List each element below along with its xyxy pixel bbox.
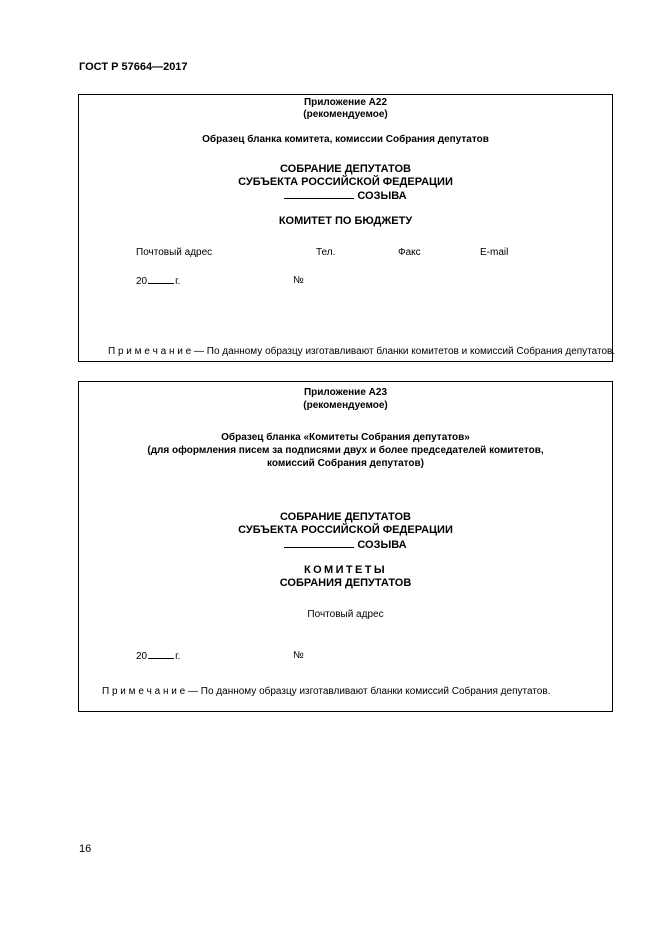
note-label: П р и м е ч а н и е: [102, 686, 186, 697]
appendix-a23-caption-line1: Образец бланка «Комитеты Собрания депутатов»: [221, 432, 470, 443]
date-prefix: 20: [136, 651, 148, 662]
year-blank: [148, 650, 174, 659]
document-header: ГОСТ Р 57664—2017: [79, 61, 188, 73]
page-number: 16: [79, 843, 92, 855]
appendix-a23-caption-line2: (для оформления писем за подписями двух и более председателей комитетов,: [147, 445, 544, 456]
appendix-a22-status: (рекомендуемое): [303, 109, 388, 120]
appendix-a23-status: (рекомендуемое): [303, 400, 388, 411]
note-label: П р и м е ч а н и е: [108, 346, 192, 357]
appendix-a22-date: [136, 275, 180, 287]
appendix-a23-caption-line3: комиссий Собрания депутатов): [266, 458, 424, 469]
appendix-a23-title: Приложение А23: [303, 387, 388, 398]
date-prefix: 20: [136, 276, 148, 287]
convocation-blank: [284, 189, 354, 199]
appendix-a22-fax: Факс: [398, 247, 421, 258]
appendix-a22-title: Приложение А22: [303, 97, 388, 108]
year-blank: [148, 275, 174, 284]
appendix-a22-caption: Образец бланка комитета, комиссии Собрания депутатов: [202, 134, 489, 145]
appendix-a22-org-line1: СОБРАНИЕ ДЕПУТАТОВ: [280, 163, 411, 175]
appendix-a23-note: [102, 686, 550, 697]
appendix-a23-postal-address: Почтовый адрес: [307, 609, 384, 620]
appendix-a23-org-line2: СУБЪЕКТА РОССИЙСКОЙ ФЕДЕРАЦИИ: [238, 524, 453, 536]
appendix-a22-postal-address: Почтовый адрес: [136, 247, 213, 258]
appendix-a23-assembly: СОБРАНИЯ ДЕПУТАТОВ: [279, 577, 412, 589]
appendix-a23-convocation: СОЗЫВА: [357, 539, 407, 551]
appendix-a23-committees: КОМИТЕТЫ: [303, 564, 388, 576]
appendix-a22-phone: Тел.: [316, 247, 336, 258]
appendix-a23-convocation-line: [79, 538, 612, 552]
appendix-a22-note: [108, 346, 615, 357]
appendix-a22-box: [78, 94, 616, 362]
appendix-a22-convocation-line: [79, 189, 612, 203]
date-suffix: г.: [175, 276, 181, 287]
appendix-a23-box: [78, 381, 613, 712]
note-text: — По данному образцу изготавливают бланки комитетов и комиссий Собрания депутатов.: [191, 346, 616, 357]
convocation-blank: [284, 538, 354, 548]
appendix-a22-email: E-mail: [480, 247, 509, 258]
appendix-a23-org-line1: СОБРАНИЕ ДЕПУТАТОВ: [280, 511, 411, 523]
appendix-a22-committee: КОМИТЕТ ПО БЮДЖЕТУ: [278, 215, 413, 227]
appendix-a22-org-line2: СУБЪЕКТА РОССИЙСКОЙ ФЕДЕРАЦИИ: [238, 176, 453, 188]
appendix-a22-convocation: СОЗЫВА: [357, 190, 407, 202]
appendix-a23-date: [136, 650, 180, 662]
appendix-a22-number-sign: №: [293, 275, 304, 286]
date-suffix: г.: [175, 651, 181, 662]
note-text: — По данному образцу изготавливают бланки комиссий Собрания депутатов.: [185, 686, 551, 697]
appendix-a23-number-sign: №: [293, 650, 304, 661]
